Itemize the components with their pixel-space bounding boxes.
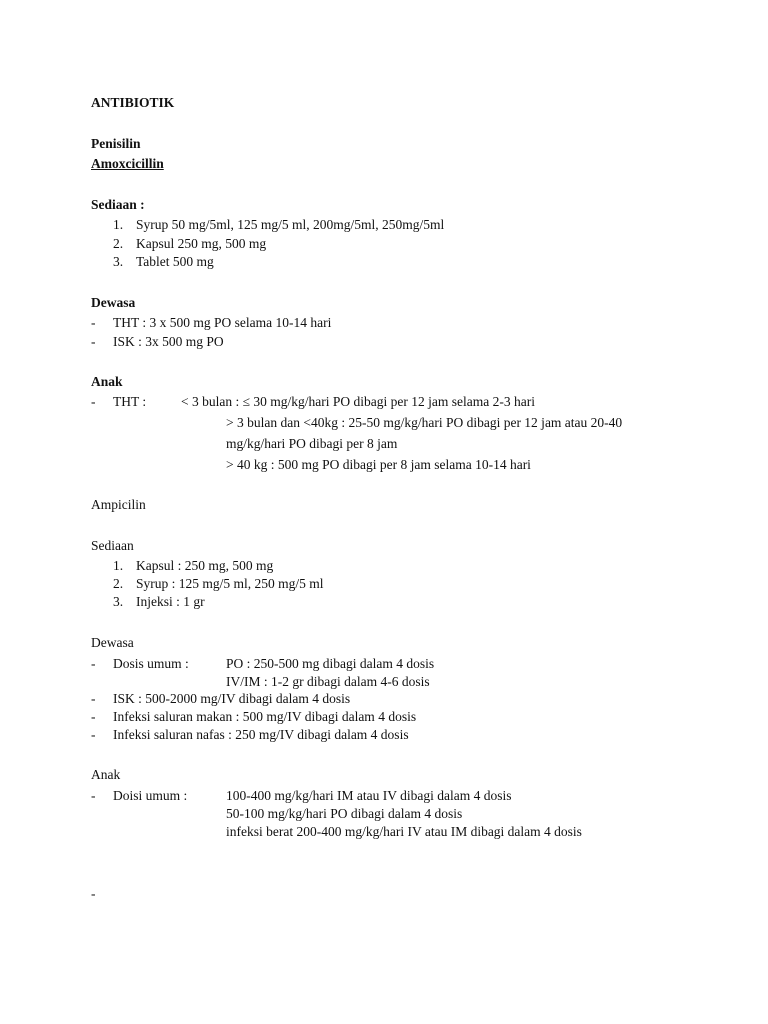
- list-item: Infeksi saluran makan : 500 mg/IV dibagi dalam 4 dosis: [113, 709, 417, 724]
- dosis-line: > 3 bulan dan <40kg : 25-50 mg/kg/hari PO dibagi per 12 jam atau 20-40: [226, 415, 623, 430]
- list-item: Tablet 500 mg: [136, 254, 214, 269]
- list-number: 3.: [113, 594, 124, 609]
- list-dash: -: [91, 315, 96, 330]
- list-number: 3.: [113, 254, 124, 269]
- list-number: 1.: [113, 558, 124, 573]
- list-number: 2.: [113, 236, 124, 251]
- list-dash: -: [91, 691, 96, 706]
- dosis-line: > 40 kg : 500 mg PO dibagi per 8 jam selama 10-14 hari: [226, 457, 531, 472]
- trailing-dash: -: [91, 886, 96, 901]
- list-dash: -: [91, 788, 96, 803]
- dewasa-heading: Dewasa: [91, 635, 134, 650]
- list-item: Kapsul : 250 mg, 500 mg: [136, 558, 274, 573]
- list-dash: -: [91, 727, 96, 742]
- anak-heading: Anak: [91, 767, 121, 782]
- list-dash: -: [91, 334, 96, 349]
- dosis-line: < 3 bulan : ≤ 30 mg/kg/hari PO dibagi per 12 jam selama 2-3 hari: [181, 394, 535, 409]
- list-item: Kapsul 250 mg, 500 mg: [136, 236, 267, 251]
- list-item: Syrup 50 mg/5ml, 125 mg/5 ml, 200mg/5ml, 250mg/5ml: [136, 217, 445, 232]
- list-item: ISK : 500-2000 mg/IV dibagi dalam 4 dosis: [113, 691, 351, 706]
- group-heading: Penisilin: [91, 136, 141, 151]
- document-title: ANTIBIOTIK: [91, 95, 175, 110]
- sediaan-heading: Sediaan :: [91, 197, 145, 212]
- list-dash: -: [91, 656, 96, 671]
- list-item: ISK : 3x 500 mg PO: [113, 334, 224, 349]
- dewasa-heading: Dewasa: [91, 295, 136, 310]
- dosis-line: IV/IM : 1-2 gr dibagi dalam 4-6 dosis: [226, 674, 430, 689]
- list-item: Infeksi saluran nafas : 250 mg/IV dibagi dalam 4 dosis: [113, 727, 409, 742]
- list-item: THT : 3 x 500 mg PO selama 10-14 hari: [113, 315, 332, 330]
- dosis-line: 100-400 mg/kg/hari IM atau IV dibagi dalam 4 dosis: [226, 788, 512, 803]
- dosis-line: PO : 250-500 mg dibagi dalam 4 dosis: [226, 656, 435, 671]
- sediaan-heading: Sediaan: [91, 538, 134, 553]
- list-item: Syrup : 125 mg/5 ml, 250 mg/5 ml: [136, 576, 324, 591]
- list-dash: -: [91, 394, 96, 409]
- dosis-label: Doisi umum :: [113, 788, 188, 803]
- dosis-label: Dosis umum :: [113, 656, 189, 671]
- list-number: 1.: [113, 217, 124, 232]
- list-number: 2.: [113, 576, 124, 591]
- drug-heading-amoxcicillin: Amoxcicillin: [91, 156, 164, 171]
- dosis-line: mg/kg/hari PO dibagi per 8 jam: [226, 436, 398, 451]
- dosis-line: 50-100 mg/kg/hari PO dibagi dalam 4 dosis: [226, 806, 463, 821]
- anak-heading: Anak: [91, 374, 123, 389]
- dosis-label: THT :: [113, 394, 147, 409]
- list-dash: -: [91, 709, 96, 724]
- dosis-line: infeksi berat 200-400 mg/kg/hari IV atau IM dibagi dalam 4 dosis: [226, 824, 582, 839]
- drug-heading-ampicilin: Ampicilin: [91, 497, 146, 512]
- list-item: Injeksi : 1 gr: [136, 594, 205, 609]
